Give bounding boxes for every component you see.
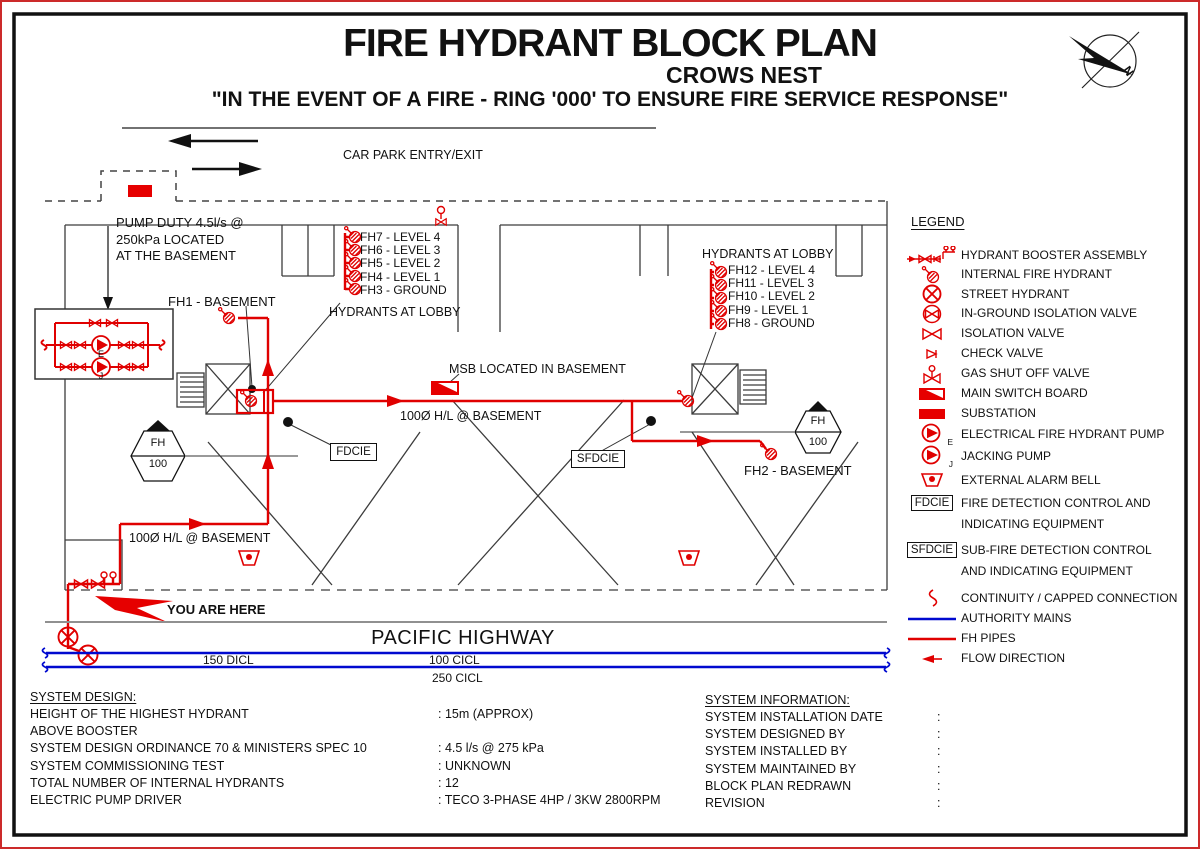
hex-right-100: 100	[808, 436, 828, 448]
hex-right-fh: FH	[810, 415, 826, 427]
legend-item-substation: SUBSTATION	[903, 404, 1195, 424]
internal-fire-hydrant-symbol	[219, 308, 235, 324]
lower-run-label: 100Ø H/L @ BASEMENT	[129, 531, 271, 545]
internal-fire-hydrant-icon	[903, 265, 961, 285]
right-riser-list: FH12 - LEVEL 4 FH11 - LEVEL 3 FH10 - LEVEL 2 FH9 - LEVEL 1 FH8 - GROUND	[728, 263, 815, 330]
sfdcie-tag: SFDCIE	[571, 450, 625, 468]
left-riser-caption: HYDRANTS AT LOBBY	[329, 305, 461, 319]
system-design-row: ELECTRIC PUMP DRIVER : TECO 3-PHASE 4HP / 3KW 2800RPM	[30, 792, 661, 807]
legend-item-external-alarm-bell: EXTERNAL ALARM BELL	[903, 468, 1195, 493]
legend-item-internal-fire-hydrant: INTERNAL FIRE HYDRANT	[903, 265, 1195, 285]
system-information-row: SYSTEM DESIGNED BY :	[705, 727, 941, 742]
legend-item-flow-direction: FLOW DIRECTION	[903, 649, 1195, 669]
street-hydrant-symbol	[79, 646, 98, 665]
right-riser-caption: HYDRANTS AT LOBBY	[702, 247, 834, 261]
legend	[903, 210, 1195, 669]
north-label: N	[1120, 63, 1137, 79]
system-design-row: SYSTEM COMMISSIONING TEST : UNKNOWN	[30, 758, 511, 773]
pipe-junction-dot	[646, 416, 656, 426]
continuity-capped-connection-icon	[903, 588, 961, 608]
legend-item-gas-shut-off-valve: GAS SHUT OFF VALVE	[903, 364, 1195, 384]
legend-item-electrical-fire-hydrant-pump: E ELECTRICAL FIRE HYDRANT PUMP	[903, 424, 1195, 445]
system-information-row: BLOCK PLAN REDRAWN :	[705, 778, 941, 793]
hydrant-booster-assembly-icon	[903, 246, 961, 266]
site-boundary	[45, 171, 887, 201]
legend-item-continuity: CONTINUITY / CAPPED CONNECTION	[903, 588, 1195, 609]
system-information-row: SYSTEM MAINTAINED BY :	[705, 761, 941, 776]
you-are-here-arrow	[95, 596, 173, 622]
system-information-row: SYSTEM INSTALLATION DATE :	[705, 710, 941, 724]
isolation-valve-icon	[903, 327, 961, 341]
fdcie-tag: FDCIE	[330, 443, 377, 461]
system-design-row: HEIGHT OF THE HIGHEST HYDRANT : 15m (APPROX)	[30, 707, 534, 721]
main-switch-board-symbol	[431, 381, 459, 395]
system-information-row: REVISION :	[705, 795, 941, 810]
legend-item-in-ground-isolation-valve: IN-GROUND ISOLATION VALVE	[903, 304, 1195, 324]
system-information-row: SYSTEM INSTALLED BY :	[705, 744, 941, 759]
authority-mains-icon	[903, 615, 961, 623]
fdcie-box-icon: FDCIE	[911, 495, 954, 511]
main-150-dicl-label: 150 DICL	[203, 653, 254, 667]
legend-item-fdcie: FDCIE FIRE DETECTION CONTROL AND INDICATING EQUIPMENT	[903, 493, 1195, 540]
legend-heading: LEGEND	[911, 214, 965, 229]
system-design-row: TOTAL NUMBER OF INTERNAL HYDRANTS : 12	[30, 775, 459, 790]
page-title: FIRE HYDRANT BLOCK PLAN	[343, 22, 877, 65]
legend-item-jacking-pump: J JACKING PUMP	[903, 445, 1195, 468]
legend-item-main-switch-board: MAIN SWITCH BOARD	[903, 384, 1195, 404]
legend-item-isolation-valve: ISOLATION VALVE	[903, 324, 1195, 344]
legend-item-street-hydrant: STREET HYDRANT	[903, 285, 1195, 305]
legend-item-hydrant-booster-assembly: HYDRANT BOOSTER ASSEMBLY	[903, 246, 1195, 265]
internal-fire-hydrant-symbol	[678, 391, 694, 407]
hex-left-100: 100	[148, 458, 168, 470]
pipe-junction-dot	[283, 417, 293, 427]
legend-item-fh-pipes: FH PIPES	[903, 629, 1195, 649]
system-design-section	[30, 690, 670, 810]
fh-pipes-icon	[903, 635, 961, 643]
substation-symbol	[128, 185, 152, 197]
fh1-label: FH1 - BASEMENT	[168, 294, 276, 309]
highway-name: PACIFIC HIGHWAY	[371, 627, 555, 649]
in-ground-isolation-valve-icon	[903, 303, 961, 325]
msb-label: MSB LOCATED IN BASEMENT	[449, 362, 626, 376]
flow-direction-icon	[903, 653, 961, 665]
callout-lines	[186, 303, 794, 456]
substation-icon	[903, 407, 961, 421]
sfdcie-box-icon: SFDCIE	[907, 542, 957, 558]
car-park-label: CAR PARK ENTRY/EXIT	[343, 148, 483, 162]
electrical-fire-hydrant-pump-icon: E	[903, 423, 961, 445]
fh2-label: FH2 - BASEMENT	[744, 463, 852, 478]
pump-e-label: E	[97, 349, 104, 359]
hex-left-fh: FH	[150, 437, 166, 449]
emergency-notice: "IN THE EVENT OF A FIRE - RING '000' TO ENSURE FIRE SERVICE RESPONSE"	[211, 88, 1009, 111]
system-information-section	[705, 693, 995, 813]
pump-j-label: J	[98, 371, 104, 381]
external-alarm-bell-icon	[903, 471, 961, 489]
pump-duty-leader	[103, 226, 113, 310]
fh-level-hexagon-left	[131, 420, 185, 481]
jacking-pump-icon: J	[903, 445, 961, 467]
legend-item-sfdcie: SFDCIE SUB-FIRE DETECTION CONTROL AND INDICATING EQUIPMENT	[903, 540, 1195, 588]
main-switch-board-icon	[903, 386, 961, 402]
you-are-here-label: YOU ARE HERE	[167, 602, 266, 617]
system-information-heading: SYSTEM INFORMATION:	[705, 693, 850, 707]
left-riser-list: FH7 - LEVEL 4 FH6 - LEVEL 3 FH5 - LEVEL 2 FH4 - LEVEL 1 FH3 - GROUND	[360, 230, 447, 297]
north-arrow-icon	[1069, 32, 1139, 88]
gas-shut-off-valve-icon	[903, 364, 961, 384]
main-run-label: 100Ø H/L @ BASEMENT	[400, 409, 542, 423]
gas-shut-off-valve-symbol	[436, 207, 446, 226]
system-design-heading: SYSTEM DESIGN:	[30, 690, 137, 704]
check-valve-icon	[903, 347, 961, 361]
legend-item-authority-mains: AUTHORITY MAINS	[903, 609, 1195, 629]
legend-item-check-valve: CHECK VALVE	[903, 344, 1195, 364]
main-250-cicl-label: 250 CICL	[432, 671, 483, 685]
main-100-cicl-label: 100 CICL	[429, 653, 480, 667]
hydrant-booster-assembly-detail	[35, 309, 173, 379]
system-design-row: SYSTEM DESIGN ORDINANCE 70 & MINISTERS SPEC 10 : 4.5 l/s @ 275 kPa	[30, 741, 544, 756]
internal-fire-hydrant-symbol	[241, 391, 257, 407]
internal-fire-hydrant-symbol	[761, 444, 777, 460]
pump-duty-note: PUMP DUTY 4.5l/s @ 250kPa LOCATED AT THE BASEMENT	[116, 215, 244, 263]
system-design-row: ABOVE BOOSTER	[30, 724, 138, 739]
page-subtitle: CROWS NEST	[666, 62, 822, 88]
